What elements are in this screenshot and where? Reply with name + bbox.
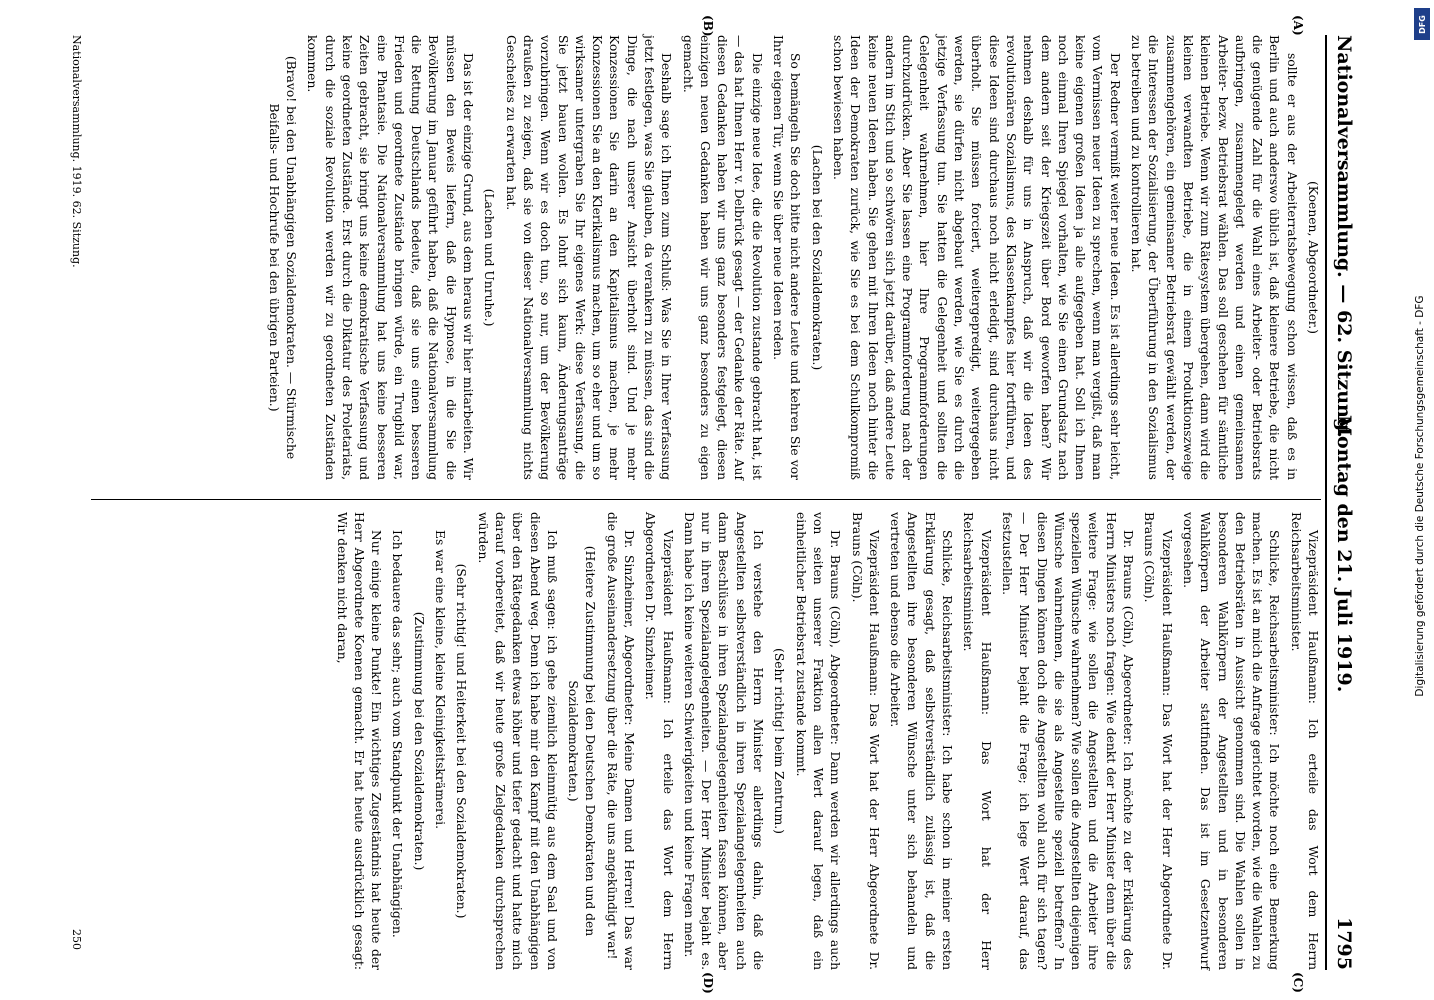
page-footer <box>70 35 83 970</box>
paragraph: Schlicke, Reichsarbeitsminister: Ich habe schon in meiner ersten Erklärung gesagt, daß selbstverständlich zulässig ist, daß die Angestellten ihre besonderen Wünsche unter sich behandeln und vertreten und ebenso die Arbeiter. <box>888 512 955 970</box>
margin-marker-d: (D) <box>701 972 715 994</box>
page-header <box>1329 35 1355 970</box>
paragraph: So bemängeln Sie doch bitte nicht andere Leute und kehren Sie vor Ihrer eigenen Tür, wenn Sie über neue Ideen reden. <box>771 35 803 480</box>
paragraph: Dr. Sinzheimer, Abgeordneter: Meine Damen und Herren! Das war die große Auseinandersetzung über die Räte, die uns angekündigt war! <box>604 512 637 970</box>
dfg-logo-text: DFG <box>1417 14 1427 34</box>
footer-left: Nationalversammlung. 1919. 62. Sitzung. <box>70 35 83 268</box>
paragraph: Es war eine kleine, kleine Kleinigkeitskrämerei. <box>433 530 448 830</box>
paragraph: Dr. Brauns (Cöln), Abgeordneter: Dann werden wir allerdings auch von seiten unserer Fraktion allen Wert darauf legen, daß ein einheitlicher Betriebsrat zustande kommt. <box>793 512 843 970</box>
footer-sheet-number: 250 <box>70 929 83 950</box>
paragraph: (Heitere Zustimmung bei den Deutschen Demokraten und den Sozialdemokraten.) <box>566 545 598 937</box>
digitization-credit: Digitalisierung gefördert durch die Deutsche Forschungsgemeinschaft - DFG <box>1414 295 1426 697</box>
margin-marker-a: (A) <box>1291 15 1305 36</box>
page-number: 1795 <box>1333 917 1355 970</box>
margin-marker-b: (B) <box>701 15 715 37</box>
paragraph: Nur einige kleine Punkte! Ein wichtiges Zugeständnis hat heute der Herr Abgeordnete Koenen gemacht. Er hat heute ausdrücklich gesagt: Wir denken nicht daran, <box>334 512 384 970</box>
paragraph: Die einzige neue Idee, die die Revolution zustande gebracht hat, ist — das hat Ihnen Herr v. Delbrück gesagt — der Gedanke der Räte. Auf diesen Gedanken haben wir uns ganz besonders festgelegt, diesen einzigen neuen Gedanken haben wir uns ganz besonders zu eigen gemacht. <box>680 35 764 480</box>
paragraph: (Bravo! bei den Unabhängigen Sozialdemokraten. — Stürmische Beifalls- und Hochrufe bei den übrigen Parteien.) <box>266 55 299 460</box>
paragraph: Ich muß sagen: ich gehe ziemlich kleinmütig aus dem Saal und von diesen Abend weg. Denn ich habe mir den Kampf mit den Unabhängigen über den Rätegedanken etwas höher und tiefer gedacht und hatte mich darauf vorbereitet, daß wir heute große Zielgedanken durchsprechen würden. <box>475 512 559 970</box>
document-page <box>30 15 1355 994</box>
paragraph: (Lachen bei den Sozialdemokraten.) <box>809 144 824 371</box>
header-left: Nationalversammlung. — 62. Sitzung. <box>1333 35 1355 438</box>
paragraph: Ich verstehe den Herrn Minister allerdings dahin, daß die Angestellten selbstverständlich in ihren Spezialangelegenheiten auch dann Beschlüsse in ihren Spezialangelegenheiten fassen können, aber nur in ihren Spezialangelegenheiten. — Der Herr Minister bejaht es. Dann habe ich keine weiteren Schwierigkeiten und keine Fragen mehr. <box>681 512 766 970</box>
header-date: Montag den 21. Juli 1919. <box>1333 415 1355 693</box>
paragraph: Schlicke, Reichsarbeitsminister: Ich möchte noch eine Bemerkung machen. Es ist an mich die Anfrage gerichtet worden, wie die Wahlen zu den Betriebsräten in Aussicht genommen sind. Die Wahlen sollen in besonderen Wahlkörpern der Angestellten und in besonderen Wahlkörpern der Arbeiter stattfinden. Das ist im Gesetzentwurf vorgesehen. <box>1180 512 1282 970</box>
paragraph: Das ist der einzige Grund, aus dem heraus wir hier mitarbeiten. Wir müssen den Beweis liefern, daß die Hypnose, in die Sie die Bevölkerung im Januar geführt haben, daß die Nationalversammlung die Rettung Deutschlands bedeute, daß sie uns einen besseren Frieden und geordnete Zustände bringen würde, ein Trugbild war, eine Phantasie. Die Nationalversammlung hat uns keine besseren Zeiten gebracht, sie bringt uns keine demokratische Verfassung und keine geordneten Zustände. Erst durch die Diktatur des Proletariats, durch die soziale Revolution werden wir zu geordneten Zuständen kommen. <box>305 35 476 480</box>
paragraph: Vizepräsident Haußmann: Ich erteile das Wort dem Herrn Abgeordneten Dr. Sinzheimer. <box>643 512 675 970</box>
paragraph: Dr. Brauns (Cöln), Abgeordneter: Ich möchte zu der Erklärung des Herrn Ministers noch fragen: Wie denkt der Herr Minister denn über die weitere Frage: wie sollen die Angestellten und die Arbeiter ihre speziellen Wünsche wahrnehmen? Wie sollen die Angestellten diejenigen Wünsche wahrnehmen, die sie als Angestellte speziell betreffen? In diesen Dingen können doch die Angestellten wohl auch für sich tagen? — Der Herr Minister bejaht die Frage; ich lege Wert darauf, das festzustellen. <box>999 512 1136 970</box>
margin-marker-c: (C) <box>1291 972 1305 993</box>
paragraph: Vizepräsident Haußmann: Das Wort hat der Herr Abgeordnete Dr. Brauns (Cöln). <box>849 512 881 970</box>
paragraph: (Koenen, Abgeordneter.) <box>1306 181 1320 334</box>
digitization-sidebar <box>1410 0 1434 1000</box>
paragraph: (Zustimmung bei den Sozialdemokraten.) <box>411 611 426 871</box>
right-column <box>332 512 1321 970</box>
paragraph: (Sehr richtig! beim Zentrum.) <box>772 648 787 834</box>
paragraph: sollte er aus der Arbeiterratsbewegung schon wissen, daß es in Berlin und auch anderswo üblich ist, daß kleinere Betriebe, die nicht die genügende Zahl für die Wahl eines Arbeiter- oder Betriebsrats aufbringen, zusammengelegt werden und einen gemeinsamen Arbeiter- bezw. Betriebsrat wählen. Das soll geschehen für sämtliche kleinen Betriebe. Wenn wir zum Rätesystem übergehen, dann wird die kleinen verwandten Betriebe, die in einem Produktionszweige zusammengehören, ein gemeinsamer Betriebsrat gewählt werden, der die Interessen der Sozialisierung, der Überführung in den Sozialismus zu betreiben und zu kontrollieren hat. <box>1129 35 1299 480</box>
paragraph: (Lachen und Unruhe.) <box>482 188 497 327</box>
paragraph: Vizepräsident Haußmann: Das Wort hat der Herr Reichsarbeitsminister. <box>961 512 993 970</box>
paragraph: (Sehr richtig! und Heiterkeit bei den Sozialdemokraten.) <box>454 563 469 919</box>
paragraph: Deshalb sage ich Ihnen zum Schluß: Was Sie in Ihrer Verfassung jetzt festlegen, was Sie glauben, da verankern zu müssen, das sind die Dinge, die nach unserer Ansicht überholt sind. Und je mehr Konzessionen Sie darin an den Kapitalismus machen, je mehr Konzessionen Sie an den Klerikalismus machen, um so eher und um so wirksamer untergraben Sie Ihr eigenes Werk: diese Verfassung, die Sie jetzt bauen wollen. Es lohnt sich kaum, Änderungsanträge vorzubringen. Wenn wir es doch tun, so nur, um der Bevölkerung draußen zu zeigen, daß sie von dieser Nationalversammlung nichts Gescheites zu erwarten hat. <box>503 35 674 480</box>
column-divider <box>91 499 1321 500</box>
dfg-logo <box>1414 8 1430 40</box>
paragraph: Der Redner vermißt weiter neue Ideen. Es ist allerdings sehr leicht, vom Vermissen neuer Ideen zu sprechen, wenn man vergißt, daß man keine eigenen großen Ideen ja alle aufgegeben hat. Soll ich Ihnen noch einmal Ihren Spiegel vorhalten, wie Sie einen Grundsatz nach dem andern seit der Kriegszeit über Bord geworfen haben? Wir nehmen deshalb für uns in Anspruch, daß wir die Ideen des revolutionären Sozialismus, des Klassenkampfes hier fortführen, und diese Ideen sind durchaus noch nicht erledigt, sind durchaus nicht überholt. Sie müssen forciert, weitergepredigt, weitergegeben werden, sie dürfen nicht abgebaut werden, wie Sie es durch die jetzige Verfassung tun. Sie hatten die Gelegenheit und sollten die Gelegenheit wahrnehmen, hier Ihre Programmforderungen durchzudrücken. Aber Sie lassen eine Programmforderung nach der andern im Stich und so schwören sich jetzt darüber, daß andere Leute keine neuen Ideen haben. Sie gehen mit Ihren Ideen noch hinter die Ideen der Demokraten zurück, wie Sie es bei dem Schulkompromiß schon bewiesen haben. <box>830 35 1122 480</box>
paragraph: Vizepräsident Haußmann: Ich erteile das Wort dem Herrn Reichsarbeitsminister. <box>1288 512 1320 970</box>
header-rule <box>1325 35 1327 970</box>
left-column <box>264 35 1321 480</box>
paragraph: Ich bedauere das sehr; auch vom Standpunkt der Unabhängigen. <box>390 530 405 938</box>
paragraph: Vizepräsident Haußmann: Das Wort hat der Herr Abgeordnete Dr. Brauns (Cöln). <box>1142 512 1174 970</box>
